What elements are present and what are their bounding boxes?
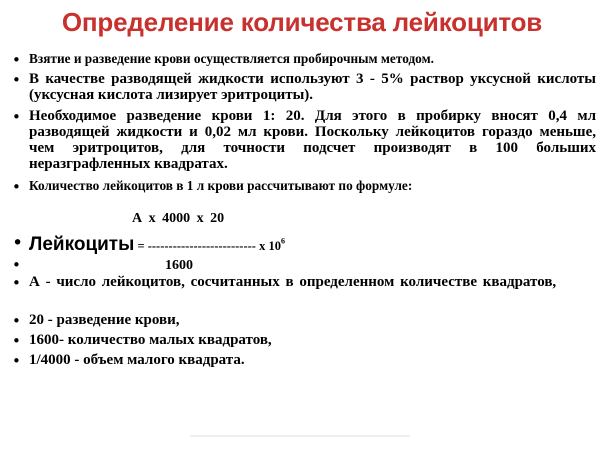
item-text: 1/4000 - объем малого квадрата. (29, 352, 245, 368)
page-title: Определение количества лейкоцитов (61, 7, 543, 37)
bullet: • (12, 108, 21, 126)
formula-fraction-line: = -------------------------- х 10 (134, 239, 281, 253)
formula-exponent: 6 (280, 236, 285, 246)
bullet: • (12, 274, 21, 292)
bullet: • (12, 51, 21, 69)
item-text: В качестве разводящей жидкости используют 3 - 5% раствор уксусной кислоты (уксусная кислота лизирует эритроциты). (29, 71, 596, 103)
bullet: • (12, 352, 21, 370)
item-text: Взятие и разведение крови осуществляется пробирочным методом. (29, 51, 434, 66)
item-text: Необходимое разведение крови 1: 20. Для этого в пробирку вносят 0,4 мл разводящей жидкости и 0,02 мл крови. Поскольку лейкоцитов гораздо меньше, чем эритроцитов, для точности подсчет производят в 100 больших неразграфленных квадратах. (29, 108, 596, 172)
item-text: 20 - разведение крови, (29, 312, 180, 328)
divider (190, 435, 410, 437)
bullet: • (12, 232, 24, 254)
bullet: • (12, 178, 21, 196)
item-text: 1600- количество малых квадратов, (29, 332, 272, 348)
item-text: Количество лейкоцитов в 1 л крови рассчитывают по формуле: (29, 178, 413, 193)
bullet: • (12, 256, 21, 274)
item-text: А - число лейкоцитов, сосчитанных в определенном количестве квадратов, (29, 274, 557, 290)
bullet: • (12, 71, 21, 89)
bullet: • (12, 312, 21, 330)
formula-denominator: 1600 (165, 258, 193, 273)
formula-label: Лейкоциты (29, 234, 135, 255)
formula (29, 234, 285, 256)
formula-numerator: А х 4000 х 20 (132, 211, 225, 226)
bullet: • (12, 332, 21, 350)
